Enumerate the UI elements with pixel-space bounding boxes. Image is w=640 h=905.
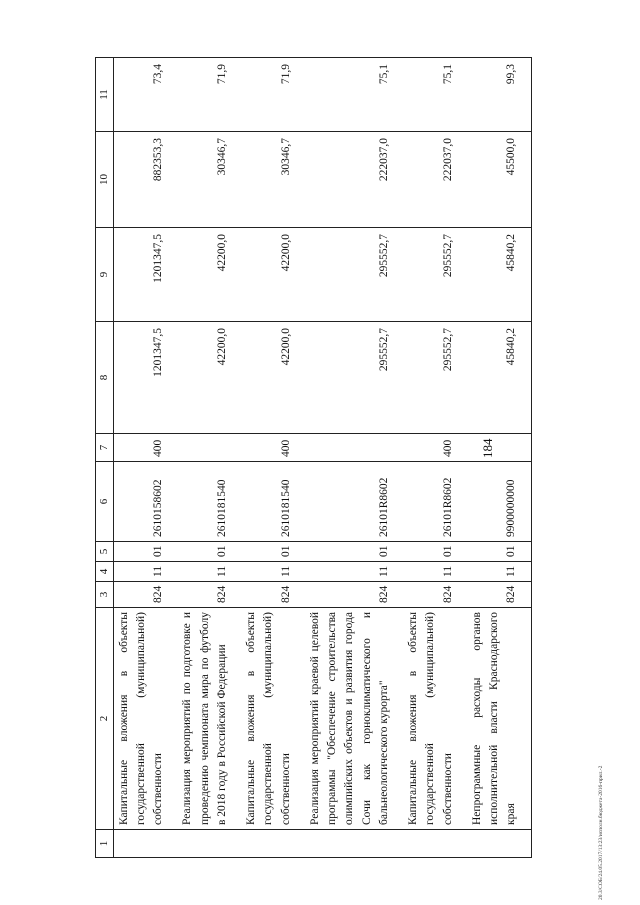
col8-cell: 295552,7 [305, 322, 403, 434]
razdel-cell: 11 [113, 562, 177, 582]
header-cell: 5 [96, 542, 114, 562]
description-cell: Реализация мероприятий по подготовке и проведению чемпионата мира по футболу в 2018 году в Российской Федерации [177, 608, 241, 830]
razdel-cell: 11 [241, 562, 305, 582]
podrazdel-cell: 01 [305, 542, 403, 562]
col8-cell: 295552,7 [403, 322, 467, 434]
header-cell: 11 [96, 58, 114, 132]
col11-cell: 99,3 [467, 58, 531, 132]
col8-cell: 42200,0 [241, 322, 305, 434]
col10-cell: 30346,7 [177, 132, 241, 228]
col9-cell: 1201347,5 [113, 228, 177, 322]
page-number: 184 [480, 438, 495, 458]
razdel-cell: 11 [177, 562, 241, 582]
row-index-cell [177, 830, 241, 858]
vr-cell [467, 434, 531, 462]
razdel-cell: 11 [305, 562, 403, 582]
vr-cell: 400 [113, 434, 177, 462]
description-cell: Капитальные вложения в объекты государственной (муниципальной) собственности [113, 608, 177, 830]
budget-table-container [95, 58, 595, 858]
csr-cell: 2610181540 [177, 462, 241, 542]
table-row [467, 58, 531, 858]
vr-cell: 400 [241, 434, 305, 462]
header-cell: 4 [96, 562, 114, 582]
vr-cell [305, 434, 403, 462]
header-cell: 9 [96, 228, 114, 322]
col10-cell: 30346,7 [241, 132, 305, 228]
table-row [177, 58, 241, 858]
row-index-cell [403, 830, 467, 858]
csr-cell: 9900000000 [467, 462, 531, 542]
col11-cell: 75,1 [403, 58, 467, 132]
description-cell: Капитальные вложения в объекты государственной (муниципальной) собственности [241, 608, 305, 830]
csr-cell: 26101R8602 [403, 462, 467, 542]
col9-cell: 42200,0 [241, 228, 305, 322]
csr-cell: 2610181540 [241, 462, 305, 542]
vedomstvo-cell: 824 [177, 582, 241, 608]
col9-cell: 45840,2 [467, 228, 531, 322]
col10-cell: 222037,0 [305, 132, 403, 228]
col11-cell: 73,4 [113, 58, 177, 132]
vr-cell: 400 [403, 434, 467, 462]
header-cell: 7 [96, 434, 114, 462]
vr-cell [177, 434, 241, 462]
description-cell: Непрограммные расходы органов исполнительной власти Краснодарского края [467, 608, 531, 830]
col9-cell: 295552,7 [403, 228, 467, 322]
razdel-cell: 11 [467, 562, 531, 582]
vedomstvo-cell: 824 [305, 582, 403, 608]
row-index-cell [241, 830, 305, 858]
vedomstvo-cell: 824 [113, 582, 177, 608]
row-index-cell [305, 830, 403, 858]
col8-cell: 1201347,5 [113, 322, 177, 434]
description-cell: Капитальные вложения в объекты государственной (муниципальной) собственности [403, 608, 467, 830]
table-row [241, 58, 305, 858]
table-row [403, 58, 467, 858]
header-cell: 8 [96, 322, 114, 434]
col11-cell: 71,9 [177, 58, 241, 132]
col10-cell: 882353,3 [113, 132, 177, 228]
csr-cell: 26101R8602 [305, 462, 403, 542]
header-cell: 3 [96, 582, 114, 608]
vedomstvo-cell: 824 [467, 582, 531, 608]
podrazdel-cell: 01 [177, 542, 241, 562]
header-cell: 10 [96, 132, 114, 228]
row-index-cell [467, 830, 531, 858]
podrazdel-cell: 01 [241, 542, 305, 562]
header-row [96, 58, 114, 858]
razdel-cell: 11 [403, 562, 467, 582]
header-cell: 6 [96, 462, 114, 542]
col8-cell: 42200,0 [177, 322, 241, 434]
row-index-cell [113, 830, 177, 858]
podrazdel-cell: 01 [467, 542, 531, 562]
csr-cell: 2610158602 [113, 462, 177, 542]
table-row [305, 58, 403, 858]
col11-cell: 75,1 [305, 58, 403, 132]
footer-file-note: 20.3/СОБ/24.05.2017/13:23/исполн.бюджета-2016-прил.-2 [598, 765, 604, 900]
table-row [113, 58, 177, 858]
header-cell: 1 [96, 830, 114, 858]
podrazdel-cell: 01 [113, 542, 177, 562]
col8-cell: 45840,2 [467, 322, 531, 434]
vedomstvo-cell: 824 [403, 582, 467, 608]
col10-cell: 222037,0 [403, 132, 467, 228]
col9-cell: 42200,0 [177, 228, 241, 322]
budget-table [95, 57, 532, 858]
podrazdel-cell: 01 [403, 542, 467, 562]
header-cell: 2 [96, 608, 114, 830]
col9-cell: 295552,7 [305, 228, 403, 322]
description-cell: Реализация мероприятий краевой целевой программы "Обеспечение строительства олимпийских объектов и развития города Сочи как горноклиматического и бальнеологического курорта" [305, 608, 403, 830]
col10-cell: 45500,0 [467, 132, 531, 228]
vedomstvo-cell: 824 [241, 582, 305, 608]
col11-cell: 71,9 [241, 58, 305, 132]
